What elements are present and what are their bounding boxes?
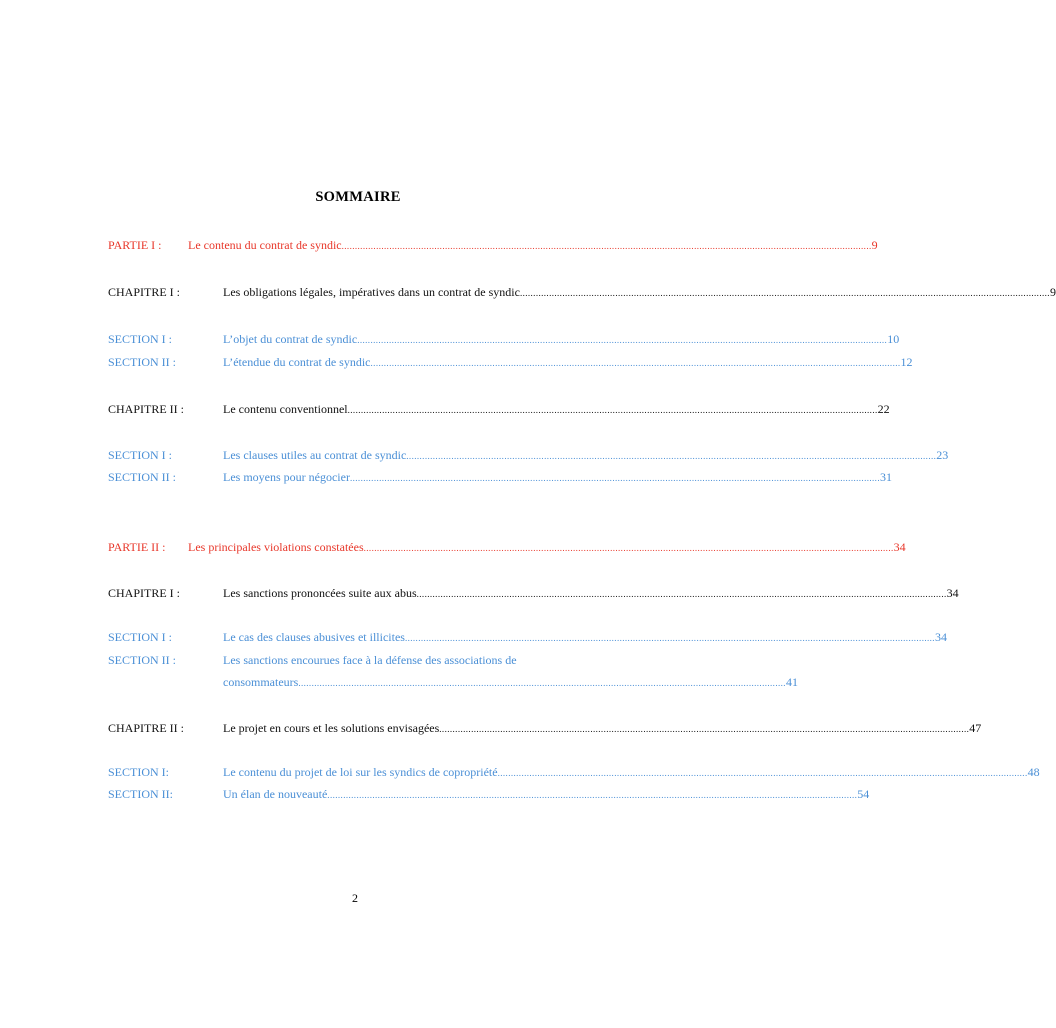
toc-label: SECTION I :	[108, 630, 172, 644]
toc-dot-leader	[520, 284, 1050, 302]
toc-entry	[223, 468, 892, 487]
toc-text: consommateurs	[223, 675, 299, 689]
toc-page-number: 54	[857, 787, 870, 801]
toc-section-2-2-2[interactable]	[108, 785, 870, 803]
toc-text: Les sanctions encourues face à la défense des associations de	[223, 653, 517, 667]
toc-entry	[223, 446, 949, 465]
toc-page-number: 41	[785, 675, 798, 689]
toc-dot-leader: ........................................................................................................................................................................................	[298, 678, 786, 688]
toc-page-number: 10	[887, 332, 900, 346]
toc-text: Le contenu du projet de loi sur les syndics de copropriété	[223, 765, 498, 779]
toc-entry	[188, 236, 878, 255]
toc-label: SECTION II :	[108, 355, 176, 369]
toc-text: Le contenu conventionnel	[223, 402, 348, 416]
toc-entry	[223, 400, 890, 419]
toc-chapitre-2-1[interactable]	[108, 584, 959, 602]
toc-label: PARTIE I :	[108, 238, 162, 252]
toc-chapitre-1-1[interactable]	[108, 283, 1056, 301]
toc-section-2-2-1[interactable]	[108, 763, 1040, 781]
toc-section-2-1-2[interactable]	[108, 651, 605, 669]
toc-dot-leader	[371, 354, 901, 372]
toc-text: Le contenu du contrat de syndic	[188, 238, 342, 252]
toc-section-2-1-2-continuation[interactable]	[223, 673, 798, 691]
toc-text: Le projet en cours et les solutions envisagées	[223, 721, 440, 735]
toc-entry	[223, 584, 959, 603]
toc-label: CHAPITRE I :	[108, 586, 180, 600]
toc-dot-leader	[439, 720, 969, 738]
toc-text: Les principales violations constatées	[188, 540, 364, 554]
toc-section-1-2-1[interactable]	[108, 446, 949, 464]
toc-label: SECTION I :	[108, 448, 172, 462]
toc-dot-leader	[417, 585, 947, 603]
toc-text: Les moyens pour négocier	[223, 470, 350, 484]
toc-partie-1[interactable]	[108, 236, 878, 254]
toc-label: CHAPITRE II :	[108, 721, 184, 735]
toc-entry	[188, 538, 906, 557]
toc-text: Le cas des clauses abusives et illicites	[223, 630, 405, 644]
toc-page-number: 22	[877, 402, 890, 416]
toc-label: SECTION I :	[108, 332, 172, 346]
toc-label: CHAPITRE I :	[108, 285, 180, 299]
toc-label: PARTIE II :	[108, 540, 166, 554]
toc-dot-leader	[406, 447, 936, 465]
toc-chapitre-1-2[interactable]	[108, 400, 890, 418]
toc-entry	[223, 353, 913, 372]
toc-page-number: 47	[969, 721, 982, 735]
page-title: SOMMAIRE	[315, 189, 401, 205]
toc-text: Les clauses utiles au contrat de syndic	[223, 448, 407, 462]
toc-entry	[223, 330, 900, 349]
toc-chapitre-2-2[interactable]	[108, 719, 982, 737]
toc-dot-leader	[498, 764, 1028, 782]
toc-entry	[223, 763, 1040, 782]
toc-label: SECTION II:	[108, 787, 173, 801]
toc-page-number: 48	[1027, 765, 1040, 779]
toc-page-number: 23	[936, 448, 949, 462]
toc-page-number: 31	[879, 470, 892, 484]
toc-section-1-2-2[interactable]	[108, 468, 892, 486]
toc-page-number: 34	[893, 540, 906, 554]
toc-entry	[223, 785, 870, 804]
toc-entry	[223, 719, 982, 738]
toc-entry	[223, 283, 1056, 302]
toc-page-number: 12	[900, 355, 913, 369]
toc-page-number: 34	[946, 586, 959, 600]
toc-dot-leader	[405, 629, 935, 647]
toc-text: Les sanctions prononcées suite aux abus	[223, 586, 417, 600]
toc-label: SECTION I:	[108, 765, 169, 779]
toc-entry	[223, 651, 605, 669]
toc-dot-leader	[357, 331, 887, 349]
toc-dot-leader	[348, 401, 878, 419]
toc-label: SECTION II :	[108, 470, 176, 484]
toc-page-number: 9	[871, 238, 878, 252]
toc-text: L’objet du contrat de syndic	[223, 332, 358, 346]
toc-text: L’étendue du contrat de syndic	[223, 355, 371, 369]
toc-dot-leader	[342, 237, 872, 255]
page-number: 2	[352, 891, 358, 905]
toc-label: CHAPITRE II :	[108, 402, 184, 416]
toc-dot-leader	[364, 539, 894, 557]
toc-section-1-1-1[interactable]	[108, 330, 900, 348]
toc-text: Un élan de nouveauté	[223, 787, 328, 801]
toc-section-1-1-2[interactable]	[108, 353, 913, 371]
toc-page-number: 34	[934, 630, 947, 644]
toc-label: SECTION II :	[108, 653, 176, 667]
toc-text: Les obligations légales, impératives dans un contrat de syndic	[223, 285, 520, 299]
toc-entry	[223, 628, 947, 647]
toc-partie-2[interactable]	[108, 538, 906, 556]
toc-dot-leader	[327, 786, 857, 804]
toc-page-number: 9	[1049, 285, 1056, 299]
toc-section-2-1-1[interactable]	[108, 628, 947, 646]
toc-dot-leader	[350, 469, 880, 487]
